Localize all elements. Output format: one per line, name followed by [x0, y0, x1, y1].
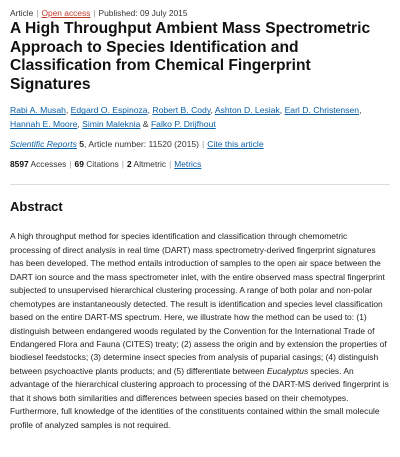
meta-separator: |: [36, 8, 39, 18]
altmetric-count: 2: [126, 159, 132, 170]
author-list: Rabi A. Musah, Edgard O. Espinoza, Robert B. Cody, Ashton D. Lesiak, Earl D. Christensen, Hannah E. Moore, Simin Maleknia & Falko P. Drijfhout: [10, 105, 362, 130]
journal-citation: [10, 138, 390, 150]
author-link[interactable]: Robert B. Cody: [152, 105, 211, 116]
section-divider: [10, 184, 390, 185]
abstract-text-part-1: A high throughput method for species identification and classification through chemometric processing of direct analysis in real time (DART) mass spectrometry-derived fingerprint signatures has been developed. The method entails introduction of samples to the open air space between the DART ion source and the mass spectrometer inlet, with the entire observed mass spectral fingerprint subjected to unsupervised hierarchical clustering processing. A range of both polar and non-polar chemotypes are instantaneously detected. The result is identification and species level classification based on the entire DART-MS spectrum. Here, we illustrate how the method can be used to: (1) distinguish between endangered woods regulated by the Convention for the International Trade of Endangered Flora and Fauna (CITES) treaty; (2) assess the origin and by extension the properties of biodiesel feedstocks; (3) determine insect species from analysis of puparial casings; (4) distinguish between psychoactive plants products; and (5) differentiate between: [10, 231, 387, 376]
author-link[interactable]: Rabi A. Musah: [10, 105, 66, 116]
meta-separator: |: [93, 8, 96, 18]
metrics-link[interactable]: Metrics: [174, 159, 202, 170]
author-link[interactable]: Ashton D. Lesiak: [214, 105, 280, 116]
abstract-heading: Abstract: [10, 199, 63, 215]
author-link[interactable]: Edgard O. Espinoza: [70, 105, 148, 116]
author-link[interactable]: Earl D. Christensen: [284, 105, 360, 116]
accesses-count: 8597: [10, 159, 29, 170]
article-meta-row: [10, 8, 390, 19]
altmetric-label: Altmetric: [133, 159, 167, 170]
abstract-text-part-2: species. An advantage of the hierarchical clustering approach to processing of the DART-MS derived fingerprint is that it shows both similarities and differences between species based on their chemotypes. Furthermore, full knowledge of the identities of the constituents contained within the small molecule profile of analyzed samples is not required.: [10, 365, 389, 430]
cite-this-article-link[interactable]: Cite this article: [207, 139, 264, 150]
author-link[interactable]: Hannah E. Moore: [10, 119, 78, 130]
accesses-label: Accesses: [30, 159, 67, 170]
citations-label: Citations: [86, 159, 119, 170]
author-link[interactable]: Simin Maleknia: [82, 119, 141, 130]
open-access-link[interactable]: Open access: [41, 8, 91, 18]
author-link[interactable]: Falko P. Drijfhout: [150, 119, 216, 130]
metrics-separator: |: [69, 159, 72, 170]
journal-name-link[interactable]: Scientific Reports: [10, 139, 77, 150]
citations-count: 69: [74, 159, 84, 170]
published-date: Published: 09 July 2015: [98, 8, 188, 18]
article-number: , Article number: 11520 (2015): [84, 139, 200, 150]
journal-volume: 5: [79, 139, 85, 150]
abstract-text: [10, 230, 390, 432]
citation-separator: |: [202, 139, 205, 150]
article-type: Article: [10, 8, 34, 18]
article-metrics: [10, 158, 390, 170]
metrics-separator: |: [121, 159, 124, 170]
abstract-italic-term: Eucalyptus: [266, 365, 309, 376]
metrics-separator: |: [169, 159, 172, 170]
article-title: A High Throughput Ambient Mass Spectrometric Approach to Species Identification and Classification from Chemical Fingerprint Signatures: [10, 20, 371, 93]
